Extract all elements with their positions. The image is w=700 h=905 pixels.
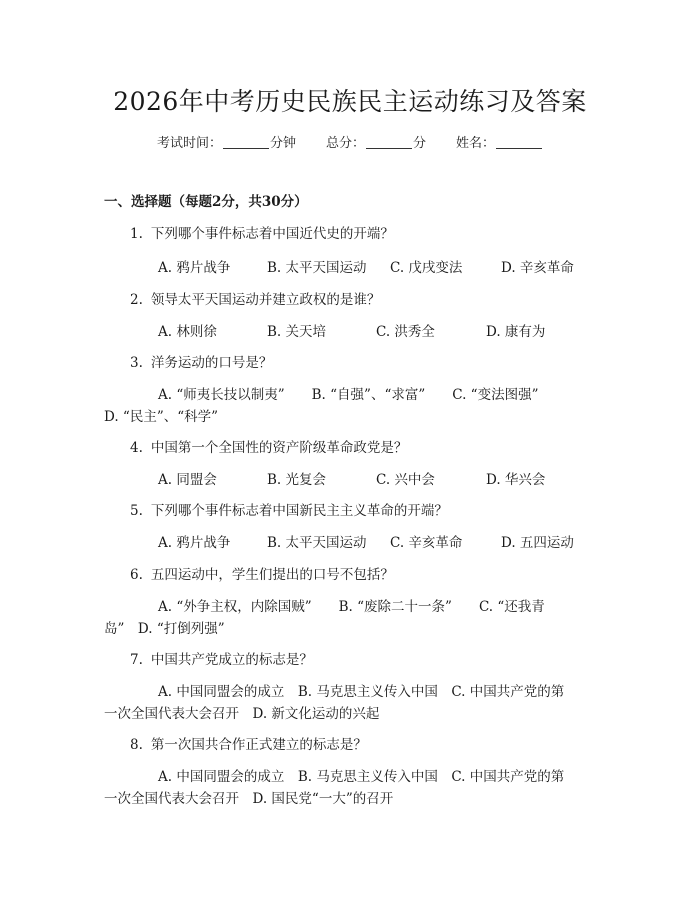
time-label: 考试时间：	[156, 136, 222, 151]
option-c: C. 洪秀全	[376, 324, 435, 340]
question-6-options-line2: 岛” D. “打倒列强”	[104, 621, 225, 637]
option-c: C. 兴中会	[376, 472, 435, 488]
question-5	[130, 499, 448, 519]
question-number: 6.	[130, 567, 143, 583]
question-8-options-line1: A. 中国同盟会的成立 B. 马克思主义传入中国 C. 中国共产党的第	[158, 769, 565, 785]
question-2	[130, 288, 380, 308]
question-number: 1.	[130, 226, 143, 242]
question-text: 下列哪个事件标志着中国新民主主义革命的开端？	[150, 503, 448, 519]
option-a: A. 林则徐	[158, 324, 217, 340]
option-d: D. 康有为	[486, 324, 546, 340]
question-number: 4.	[130, 440, 143, 456]
question-number: 2.	[130, 292, 143, 308]
page-title: 2026年中考历史民族民主运动练习及答案	[113, 87, 587, 116]
question-text: 第一次国共合作正式建立的标志是？	[150, 737, 367, 753]
option-b: B. 关天培	[267, 324, 327, 340]
option-a: A. 鸦片战争	[158, 535, 231, 551]
question-text: 中国第一个全国性的资产阶级革命政党是？	[150, 440, 408, 456]
option-b: B. 光复会	[267, 472, 327, 488]
score-unit: 分	[413, 136, 427, 151]
option-a: A. 鸦片战争	[158, 260, 231, 276]
question-4	[130, 436, 407, 456]
section-heading: 一、选择题（每题2分，共30分）	[104, 194, 308, 210]
time-blank	[223, 135, 269, 149]
option-c: C. 辛亥革命	[390, 535, 463, 551]
question-text: 洋务运动的口号是？	[150, 355, 273, 371]
name-label: 姓名：	[456, 136, 496, 151]
question-number: 8.	[130, 737, 143, 753]
question-7-options-line2: 一次全国代表大会召开 D. 新文化运动的兴起	[104, 706, 380, 722]
time-unit: 分钟	[269, 136, 296, 151]
exam-meta	[0, 132, 700, 151]
option-a: A. 同盟会	[158, 472, 217, 488]
name-blank	[496, 135, 542, 149]
question-6	[130, 563, 394, 583]
option-d: D. 五四运动	[501, 535, 574, 551]
question-3-options-line1: A. “师夷长技以制夷” B. “自强”、“求富” C. “变法图强”	[158, 387, 539, 403]
question-7-options-line1: A. 中国同盟会的成立 B. 马克思主义传入中国 C. 中国共产党的第	[158, 684, 565, 700]
question-number: 3.	[130, 355, 143, 371]
question-7	[130, 648, 313, 668]
score-blank	[366, 135, 412, 149]
question-8-options-line2: 一次全国代表大会召开 D. 国民党“一大”的召开	[104, 791, 394, 807]
question-number: 7.	[130, 652, 143, 668]
option-d: D. 辛亥革命	[501, 260, 574, 276]
question-8	[130, 733, 367, 753]
option-d: D. 华兴会	[486, 472, 546, 488]
question-text: 领导太平天国运动并建立政权的是谁？	[150, 292, 381, 308]
question-6-options-line1: A. “外争主权，内除国贼” B. “废除二十一条” C. “还我青	[158, 599, 545, 615]
option-b: B. 太平天国运动	[267, 535, 367, 551]
question-3-options-line2: D. “民主”、“科学”	[104, 409, 219, 425]
question-text: 中国共产党成立的标志是？	[150, 652, 313, 668]
option-b: B. 太平天国运动	[267, 260, 367, 276]
option-c: C. 戊戌变法	[390, 260, 463, 276]
question-text: 五四运动中，学生们提出的口号不包括？	[150, 567, 394, 583]
question-3	[130, 351, 272, 371]
question-1	[130, 222, 394, 242]
question-text: 下列哪个事件标志着中国近代史的开端？	[150, 226, 394, 242]
question-number: 5.	[130, 503, 143, 519]
score-label: 总分：	[325, 136, 365, 151]
